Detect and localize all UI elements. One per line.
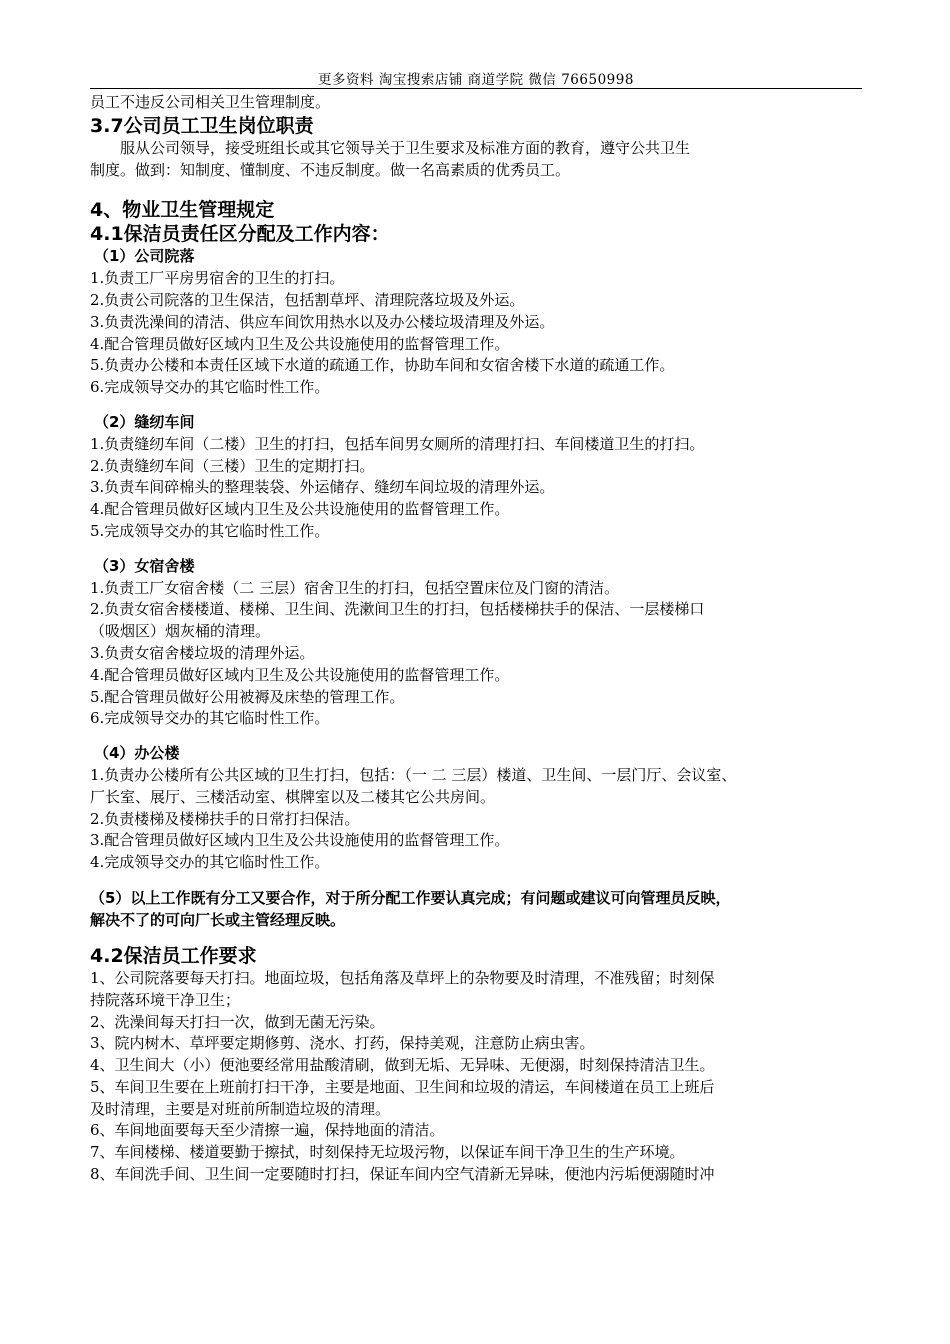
- list-item: 6、车间地面要每天至少清擦一遍，保持地面的清洁。: [90, 1121, 445, 1140]
- list-item: 7、车间楼梯、楼道要勤于擦拭，时刻保持无垃圾污物，以保证车间干净卫生的生产环境。: [90, 1143, 685, 1162]
- list-item: 3.负责女宿舍楼垃圾的清理外运。: [90, 643, 315, 662]
- list-item: 5.负责办公楼和本责任区域下水道的疏通工作，协助车间和女宿舍楼下水道的疏通工作。: [90, 356, 675, 375]
- list-item: 1.负责工厂女宿舍楼（二 三层）宿舍卫生的打扫，包括空置床位及门窗的清洁。: [90, 578, 620, 597]
- cooperation-note-line-2: 解决不了的可向厂长或主管经理反映。: [90, 910, 346, 929]
- list-item: 3.负责洗澡间的清洁、供应车间饮用热水以及办公楼垃圾清理及外运。: [90, 312, 555, 331]
- list-item: 2.负责公司院落的卫生保洁，包括割草坪、清理院落垃圾及外运。: [90, 290, 525, 309]
- list-item: 1.负责缝纫车间（二楼）卫生的打扫，包括车间男女厕所的清理打扫、车间楼道卫生的打扫。: [90, 434, 705, 453]
- list-item: 2.负责女宿舍楼楼道、楼梯、卫生间、洗漱间卫生的打扫，包括楼梯扶手的保洁、一层楼梯口: [90, 600, 705, 619]
- cooperation-note-line-1: （5）以上工作既有分工又要合作，对于所分配工作要认真完成；有问题或建议可向管理员反映，: [90, 888, 731, 907]
- list-item: 2.负责缝纫车间（三楼）卫生的定期打扫。: [90, 456, 375, 475]
- list-item: 1、公司院落要每天打扫。地面垃圾，包括角落及草坪上的杂物要及时清理，不准残留；时刻保: [90, 968, 715, 987]
- list-item: 厂长室、展厅、三楼活动室、棋牌室以及二楼其它公共房间。: [90, 787, 496, 806]
- list-item: 2、洗澡间每天打扫一次，做到无菌无污染。: [90, 1012, 385, 1031]
- header-divider: [90, 88, 862, 89]
- list-item: 及时清理，主要是对班前所制造垃圾的清理。: [90, 1099, 391, 1118]
- list-item: 5.完成领导交办的其它临时性工作。: [90, 521, 330, 540]
- list-item: 1.负责工厂平房男宿舍的卫生的打扫。: [90, 269, 345, 288]
- list-item: 2.负责楼梯及楼梯扶手的日常打扫保洁。: [90, 809, 360, 828]
- document-body: [90, 92, 862, 1186]
- section-4-1-title: 4.1保洁员责任区分配及工作内容：: [90, 223, 390, 246]
- list-item: 1.负责办公楼所有公共区域的卫生打扫，包括：（一 二 三层）楼道、卫生间、一层门厅、会议室、: [90, 765, 737, 784]
- list-item: 3.负责车间碎棉头的整理装袋、外运储存、缝纫车间垃圾的清理外运。: [90, 478, 555, 497]
- list-item: 4.配合管理员做好区域内卫生及公共设施使用的监督管理工作。: [90, 500, 510, 519]
- section-3-7-paragraph-line-1: 服从公司领导，接受班组长或其它领导关于卫生要求及标准方面的教育，遵守公共卫生: [120, 138, 691, 157]
- list-item: 持院落环境干净卫生；: [90, 990, 241, 1009]
- group-4-heading: （4）办公楼: [94, 744, 180, 763]
- list-item: 5、车间卫生要在上班前打扫干净，主要是地面、卫生间和垃圾的清运，车间楼道在员工上班后: [90, 1077, 715, 1096]
- list-item: 3.配合管理员做好区域内卫生及公共设施使用的监督管理工作。: [90, 831, 510, 850]
- page-header: 更多资料 淘宝搜索店铺 商道学院 微信 76650998: [318, 72, 634, 88]
- list-item: 4.配合管理员做好区域内卫生及公共设施使用的监督管理工作。: [90, 334, 510, 353]
- section-4-title: 4、物业卫生管理规定: [90, 199, 275, 222]
- group-1-heading: （1）公司院落: [94, 247, 195, 266]
- list-item: 4.完成领导交办的其它临时性工作。: [90, 853, 330, 872]
- section-4-2-title: 4.2保洁员工作要求: [90, 944, 257, 967]
- list-item: 4.配合管理员做好区域内卫生及公共设施使用的监督管理工作。: [90, 665, 510, 684]
- list-item: 4、卫生间大（小）便池要经常用盐酸清刷，做到无垢、无异味、无便溺，时刻保持清洁卫生。: [90, 1056, 715, 1075]
- list-item: 3、院内树木、草坪要定期修剪、浇水、打药，保持美观，注意防止病虫害。: [90, 1034, 595, 1053]
- section-3-7-title: 3.7公司员工卫生岗位职责: [90, 114, 314, 137]
- list-item: （吸烟区）烟灰桶的清理。: [90, 622, 271, 641]
- list-item: 6.完成领导交办的其它临时性工作。: [90, 378, 330, 397]
- group-2-heading: （2）缝纫车间: [94, 412, 195, 431]
- intro-line: 员工不违反公司相关卫生管理制度。: [90, 93, 331, 111]
- section-3-7-paragraph-line-2: 制度。做到：知制度、懂制度、不违反制度。做一名高素质的优秀员工。: [90, 160, 571, 179]
- list-item: 8、车间洗手间、卫生间一定要随时打扫，保证车间内空气清新无异味，便池内污垢便溺随时冲: [90, 1165, 715, 1184]
- list-item: 6.完成领导交办的其它临时性工作。: [90, 709, 330, 728]
- list-item: 5.配合管理员做好公用被褥及床垫的管理工作。: [90, 687, 405, 706]
- group-3-heading: （3）女宿舍楼: [94, 556, 195, 575]
